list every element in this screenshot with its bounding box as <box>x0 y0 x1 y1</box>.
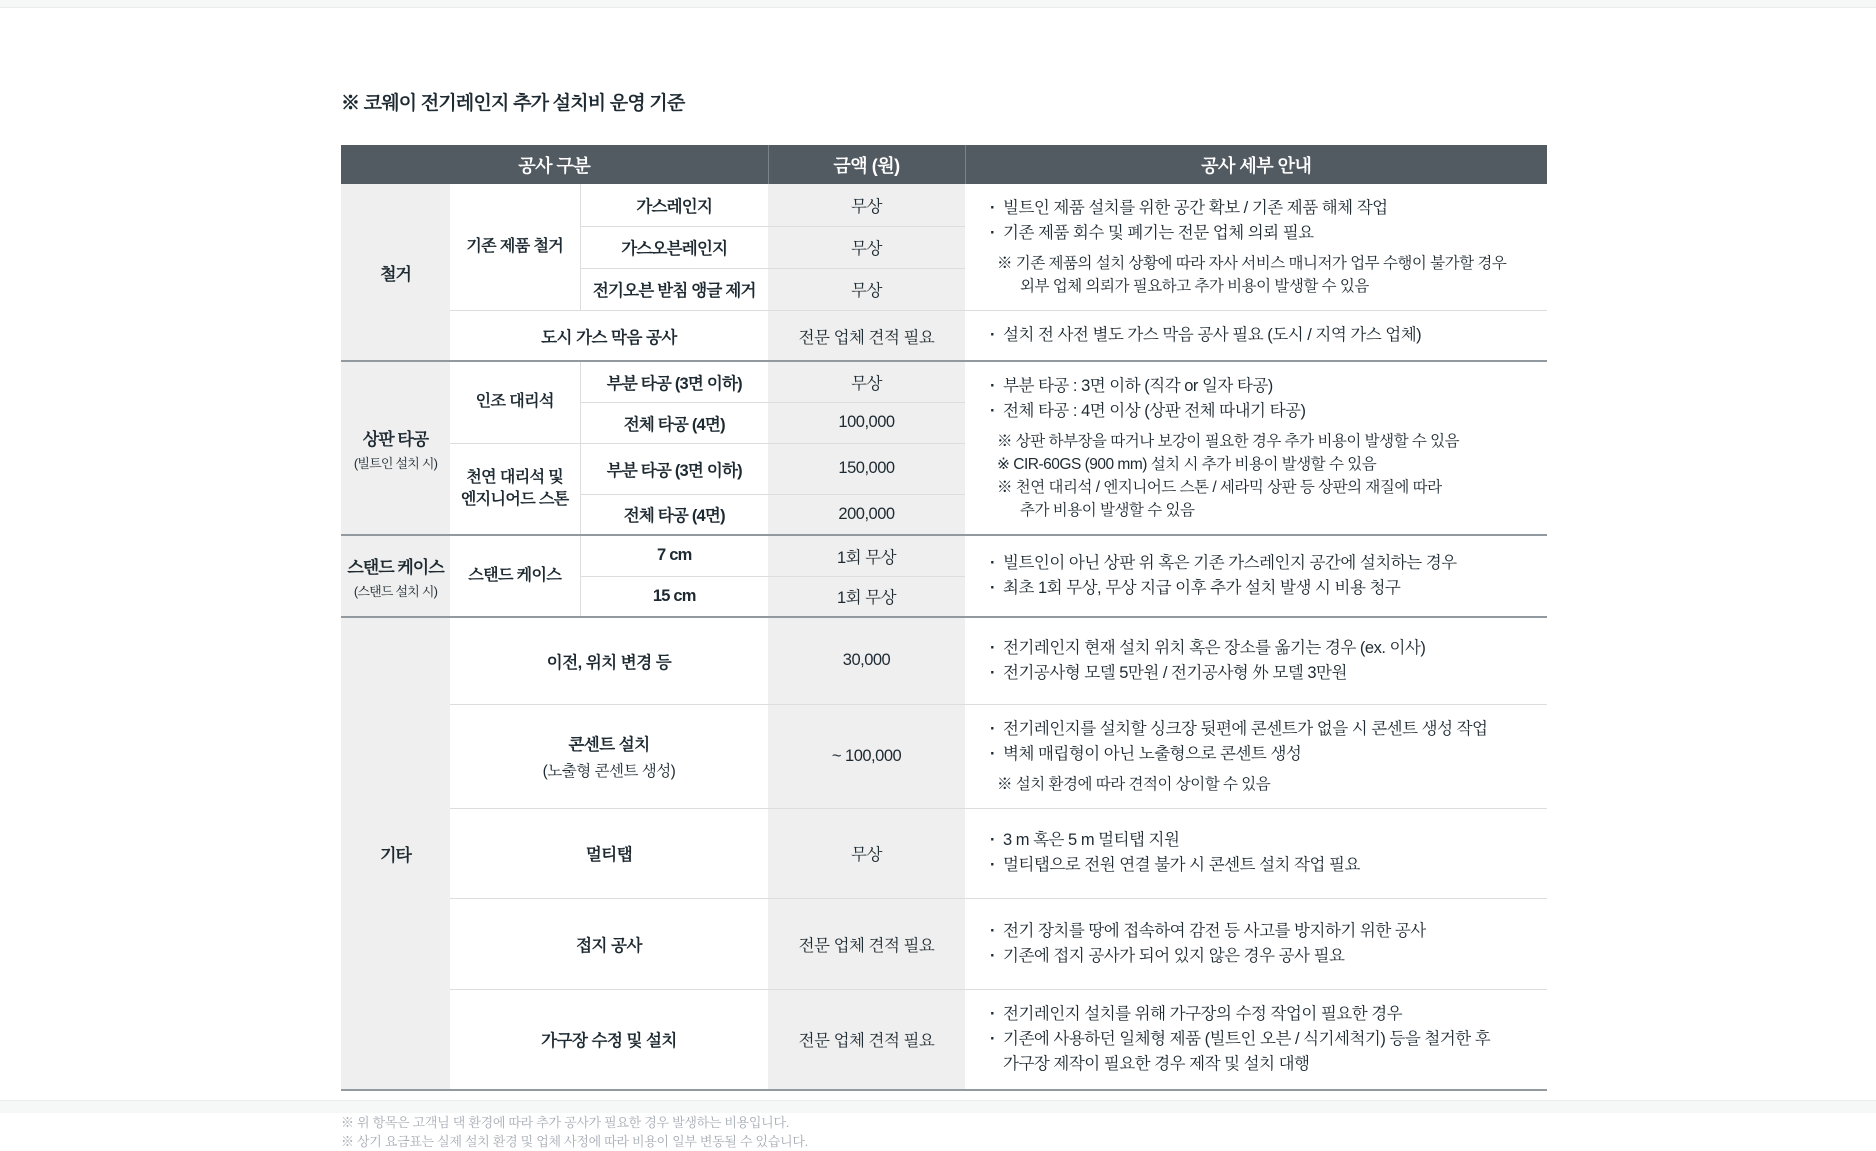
top-page-strip <box>0 0 1876 8</box>
section-label-countertop <box>341 361 450 535</box>
group-label-stand-case: 스탠드 케이스 <box>450 535 580 617</box>
detail-line: · 전기레인지 현재 설치 위치 혹은 장소를 옮기는 경우 (ex. 이사) <box>989 636 1537 661</box>
item-name: 가스레인지 <box>580 184 768 226</box>
group-label-natural-stone: 천연 대리석 및 엔지니어드 스톤 <box>450 443 580 535</box>
section-sublabel-text: (스탠드 설치 시) <box>353 583 438 599</box>
section-sublabel-text: (빌트인 설치 시) <box>353 455 438 471</box>
amount-value: 100,000 <box>768 402 965 443</box>
item-name: 전기오븐 받침 앵글 제거 <box>580 268 768 310</box>
table-row-relocation <box>341 617 1547 704</box>
detail-line: · 빌트인 제품 설치를 위한 공간 확보 / 기존 제품 해체 작업 <box>989 196 1537 221</box>
item-name-sub: (노출형 콘센트 생성) <box>542 763 676 780</box>
amount-value: 200,000 <box>768 494 965 535</box>
amount-value: 무상 <box>768 808 965 898</box>
table-row-power-strip <box>341 808 1547 898</box>
page-content <box>341 88 1547 1151</box>
detail-line: · 3 m 혹은 5 m 멀티탭 지원 <box>989 828 1537 853</box>
detail-note-continued: 외부 업체 의뢰가 필요하고 추가 비용이 발생할 수 있음 <box>1020 278 1369 295</box>
detail-line: · 최초 1회 무상, 무상 지급 이후 추가 설치 발생 시 비용 청구 <box>989 576 1537 601</box>
detail-line: · 기존에 접지 공사가 되어 있지 않은 경우 공사 필요 <box>989 944 1537 969</box>
details-cell-power-strip <box>965 808 1547 898</box>
detail-line: · 기존 제품 회수 및 폐기는 전문 업체 의뢰 필요 <box>989 221 1537 246</box>
detail-line: · 벽체 매립형이 아닌 노출형으로 콘센트 생성 <box>989 742 1537 767</box>
amount-value: 1회 무상 <box>768 576 965 617</box>
section-label-demolition <box>341 184 450 361</box>
detail-note: ※ 천연 대리석 / 엔지니어드 스톤 / 세라믹 상판 등 상판의 재질에 따라 <box>997 479 1442 496</box>
table-row-grounding <box>341 898 1547 989</box>
detail-line: · 전체 타공 : 4면 이상 (상판 전체 따내기 타공) <box>989 399 1537 424</box>
footnote-line: ※ 상기 요금표는 실제 설치 환경 및 업체 사정에 따라 비용이 일부 변동될 수 있습니다. <box>341 1133 808 1149</box>
table-row-city-gas-block <box>341 311 1547 362</box>
pricing-table <box>341 145 1547 1089</box>
table-row-partial-cut-artificial <box>341 361 1547 402</box>
item-name: 가스오븐레인지 <box>580 226 768 268</box>
detail-line: · 전기레인지 설치를 위해 가구장의 수정 작업이 필요한 경우 <box>989 1002 1537 1027</box>
amount-value: 30,000 <box>768 617 965 704</box>
details-cell-grounding <box>965 898 1547 989</box>
pricing-table-wrapper <box>341 145 1547 1091</box>
amount-value: 무상 <box>768 226 965 268</box>
detail-line: · 전기공사형 모델 5만원 / 전기공사형 外 모델 3만원 <box>989 661 1537 686</box>
section-label-etc <box>341 617 450 1089</box>
section-label-text: 기타 <box>380 845 411 865</box>
details-cell-countertop <box>965 361 1547 535</box>
item-name: 전체 타공 (4면) <box>580 494 768 535</box>
table-header-row <box>341 145 1547 184</box>
item-name: 이전, 위치 변경 등 <box>450 617 768 704</box>
detail-line-continued: 가구장 제작이 필요한 경우 제작 및 설치 대행 <box>1003 1054 1310 1073</box>
item-name <box>450 704 768 808</box>
group-label-existing-removal: 기존 제품 철거 <box>466 238 564 255</box>
detail-line: · 전기 장치를 땅에 접속하여 감전 등 사고를 방지하기 위한 공사 <box>989 919 1537 944</box>
detail-note: ※ 기존 제품의 설치 상황에 따라 자사 서비스 매니저가 업무 수행이 불가할 경우 <box>997 255 1507 272</box>
details-cell-cabinet <box>965 989 1547 1089</box>
amount-value: 무상 <box>768 184 965 226</box>
detail-line: · 기존에 사용하던 일체형 제품 (빌트인 오븐 / 식기세척기) 등을 철거한 후 <box>989 1027 1537 1052</box>
footnotes <box>341 1113 1547 1151</box>
section-label-stand-case <box>341 535 450 617</box>
amount-value: 전문 업체 견적 필요 <box>768 311 965 362</box>
column-header-details: 공사 세부 안내 <box>965 145 1547 184</box>
item-name: 가구장 수정 및 설치 <box>541 1032 677 1050</box>
section-label-text: 철거 <box>380 264 411 284</box>
item-name-main: 콘센트 설치 <box>568 736 650 754</box>
detail-line: · 멀티탭으로 전원 연결 불가 시 콘센트 설치 작업 필요 <box>989 853 1537 878</box>
table-row-gas-range <box>341 184 1547 226</box>
item-name: 부분 타공 (3면 이하) <box>580 443 768 494</box>
details-cell-gas-block <box>965 311 1547 362</box>
item-name: 접지 공사 <box>450 898 768 989</box>
detail-line: · 전기레인지를 설치할 싱크장 뒷편에 콘센트가 없을 시 콘센트 생성 작업 <box>989 717 1537 742</box>
item-name: 전체 타공 (4면) <box>580 402 768 443</box>
column-header-amount: 금액 (원) <box>768 145 965 184</box>
group-label-artificial-marble: 인조 대리석 <box>450 361 580 443</box>
column-header-category: 공사 구분 <box>341 145 768 184</box>
details-cell-outlet <box>965 704 1547 808</box>
item-name: 부분 타공 (3면 이하) <box>580 361 768 402</box>
table-row-outlet-install <box>341 704 1547 808</box>
amount-value: ~ 100,000 <box>768 704 965 808</box>
item-name: 도시 가스 막음 공사 <box>450 311 768 362</box>
detail-note: ※ 설치 환경에 따라 견적이 상이할 수 있음 <box>997 775 1271 793</box>
section-label-text: 상판 타공 <box>362 429 429 449</box>
detail-note: ※ CIR-60GS (900 mm) 설치 시 추가 비용이 발생할 수 있음 <box>997 456 1377 473</box>
item-name: 멀티탭 <box>450 808 768 898</box>
detail-note: ※ 상판 하부장을 따거나 보강이 필요한 경우 추가 비용이 발생할 수 있음 <box>997 433 1460 450</box>
section-label-text: 스탠드 케이스 <box>347 557 444 577</box>
item-name: 15 cm <box>580 576 768 617</box>
item-name: 7 cm <box>580 535 768 576</box>
page-title: ※ 코웨이 전기레인지 추가 설치비 운영 기준 <box>341 93 685 114</box>
detail-line: · 빌트인이 아닌 상판 위 혹은 기존 가스레인지 공간에 설치하는 경우 <box>989 551 1537 576</box>
amount-value: 1회 무상 <box>768 535 965 576</box>
table-row-stand-7cm <box>341 535 1547 576</box>
amount-value: 무상 <box>768 361 965 402</box>
amount-value: 전문 업체 견적 필요 <box>768 989 965 1089</box>
detail-line: · 설치 전 사전 별도 가스 막음 공사 필요 (도시 / 지역 가스 업체) <box>989 323 1537 348</box>
details-cell-demolition <box>965 184 1547 311</box>
amount-value: 무상 <box>768 268 965 310</box>
detail-note-continued: 추가 비용이 발생할 수 있음 <box>1020 502 1195 519</box>
table-row-cabinet-modify <box>341 989 1547 1089</box>
details-cell-stand <box>965 535 1547 617</box>
amount-value: 전문 업체 견적 필요 <box>768 898 965 989</box>
amount-value: 150,000 <box>768 443 965 494</box>
details-cell-relocation <box>965 617 1547 704</box>
detail-line: · 부분 타공 : 3면 이하 (직각 or 일자 타공) <box>989 374 1537 399</box>
bottom-page-strip <box>0 1100 1876 1113</box>
footnote-line: ※ 위 항목은 고객님 댁 환경에 따라 추가 공사가 필요한 경우 발생하는 비용입니다. <box>341 1114 790 1130</box>
